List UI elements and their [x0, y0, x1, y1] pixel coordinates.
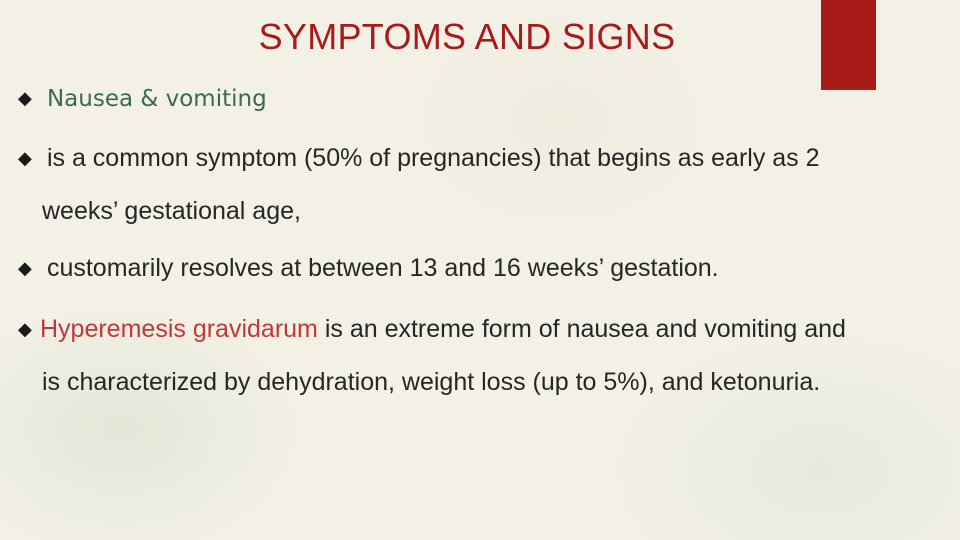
highlighted-term: Hyperemesis gravidarum	[40, 315, 318, 343]
bullet-text: customarily resolves at between 13 and 16 weeks’ gestation.	[46, 254, 719, 282]
bullet-item	[18, 301, 846, 357]
diamond-bullet-icon: ◆	[18, 148, 32, 168]
diamond-bullet-icon: ◆	[18, 258, 32, 278]
slide-title: SYMPTOMS AND SIGNS	[258, 16, 676, 57]
bullet-continuation: weeks’ gestational age,	[42, 197, 301, 225]
diamond-bullet-icon: ◆	[18, 88, 32, 108]
bullet-item	[18, 70, 267, 127]
bullet-text: Nausea & vomiting	[46, 86, 267, 112]
bullet-text: is an extreme form of nausea and vomiting and	[317, 315, 846, 343]
bullet-text: is a common symptom (50% of pregnancies) that begins as early as 2	[46, 144, 820, 172]
bullet-item	[18, 130, 820, 186]
bullet-continuation: is characterized by dehydration, weight loss (up to 5%), and ketonuria.	[42, 368, 821, 396]
bullet-item	[18, 240, 719, 296]
diamond-bullet-icon: ◆	[18, 319, 32, 339]
